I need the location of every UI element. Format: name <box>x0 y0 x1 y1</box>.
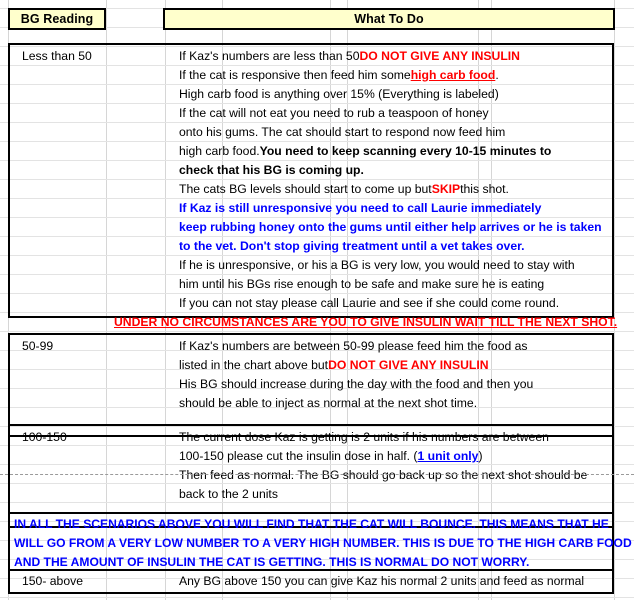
instruction-line <box>179 294 559 313</box>
instruction-line <box>179 485 278 504</box>
text-run: . <box>495 68 499 82</box>
text-run: The cats BG levels should start to come up but <box>179 182 432 196</box>
text-run: If Kaz's numbers are between 50-99 please feed him the food as <box>179 339 528 353</box>
text-run: DO NOT GIVE ANY INSULIN <box>359 49 520 63</box>
text-run: onto his gums. The cat should start to respond now feed him <box>179 125 506 139</box>
text-run: High carb food is anything over 15% (Everything is labeled) <box>179 87 499 101</box>
text-run: DO NOT GIVE ANY INSULIN <box>328 358 489 372</box>
instruction-line <box>179 356 489 375</box>
bounce-note-text: WILL GO FROM A VERY LOW NUMBER TO A VERY HIGH NUMBER. THIS IS DUE TO THE HIGH CARB FOOD <box>14 536 632 550</box>
text-run: 150- above <box>22 574 83 588</box>
instruction-line <box>179 572 584 591</box>
bounce-note-line <box>14 515 609 534</box>
section-less-than-50[interactable] <box>8 43 618 329</box>
instruction-line <box>179 123 505 142</box>
text-run: ) <box>478 449 483 463</box>
instruction-line <box>179 337 528 356</box>
row-label-150-above <box>22 572 83 591</box>
instruction-line <box>179 428 549 447</box>
text-run: Less than 50 <box>22 49 92 63</box>
column-header-bg-reading: BG Reading <box>8 8 106 30</box>
instruction-line <box>179 237 525 256</box>
text-run: If the cat will not eat you need to rub a teaspoon of honey <box>179 106 489 120</box>
text-run: If you can not stay please call Laurie and see if she could come round. <box>179 296 560 310</box>
text-run: check that his BG is coming up. <box>179 163 364 177</box>
text-run: You need to keep scanning every 10-15 minutes to <box>259 144 552 158</box>
text-run: back to the 2 units <box>179 487 278 501</box>
bounce-note-text: IN ALL THE SCENARIOS ABOVE YOU WILL FIND THAT THE CAT WILL BOUNCE. THIS MEANS THAT HE <box>14 517 609 531</box>
text-run: 100-150 please cut the insulin dose in half. ( <box>179 449 418 463</box>
text-run: to the vet. Don't stop giving treatment until a vet takes over. <box>179 239 525 253</box>
row-label-less-than-50 <box>22 47 92 66</box>
instruction-line <box>179 199 541 218</box>
column-header-what-to-do: What To Do <box>163 8 615 30</box>
row-label-50-99 <box>22 337 53 356</box>
section-150-above[interactable] <box>8 569 614 594</box>
grid-column-line <box>614 0 615 600</box>
text-run: 100-150 <box>22 430 67 444</box>
section-50-99[interactable] <box>8 333 614 437</box>
text-run: Any BG above 150 you can give Kaz his normal 2 units and feed as normal <box>179 574 585 588</box>
text-run: If the cat is responsive then feed him some <box>179 68 411 82</box>
instruction-line <box>179 66 499 85</box>
text-run: If Kaz's numbers are less than 50 <box>179 49 360 63</box>
instruction-line <box>179 104 489 123</box>
text-run: The current dose Kaz is getting is 2 units if his numbers are between <box>179 430 549 444</box>
text-run: If Kaz is still unresponsive you need to call Laurie immediately <box>179 201 542 215</box>
instruction-line <box>179 47 520 66</box>
instruction-line <box>179 394 477 413</box>
critical-warning-text: UNDER NO CIRCUMSTANCES ARE YOU TO GIVE INSULIN WAIT TILL THE NEXT SHOT. <box>114 315 618 329</box>
bounce-note-text: AND THE AMOUNT OF INSULIN THE CAT IS GETTING. THIS IS NORMAL DO NOT WORRY. <box>14 555 530 569</box>
text-run: keep rubbing honey onto the gums until either help arrives or he is taken <box>179 220 602 234</box>
text-run: should be able to inject as normal at the next shot time. <box>179 396 478 410</box>
instruction-line <box>179 275 544 294</box>
text-run: him until his BGs rise enough to be safe and make sure he is eating <box>179 277 545 291</box>
instruction-line <box>179 142 551 161</box>
text-run: 50-99 <box>22 339 54 353</box>
grid-row-line <box>0 597 634 598</box>
text-run: high carb food <box>410 68 496 82</box>
text-run: 1 unit only <box>417 449 479 463</box>
instruction-line <box>179 218 602 237</box>
instruction-line <box>179 180 509 199</box>
instruction-line <box>179 466 587 485</box>
row-label-100-150 <box>22 428 67 447</box>
section-bounce-note[interactable] <box>8 512 632 571</box>
bounce-note-line <box>14 534 632 553</box>
page-break-line <box>0 474 634 475</box>
text-run: If he is unresponsive, or his a BG is very low, you would need to stay with <box>179 258 575 272</box>
instruction-line <box>179 375 533 394</box>
critical-warning-line <box>114 313 617 332</box>
instruction-line <box>179 85 499 104</box>
text-run: Then feed as normal. The BG should go back up so the next shot should be <box>179 468 588 482</box>
instruction-line <box>179 161 364 180</box>
text-run: His BG should increase during the day with the food and then you <box>179 377 534 391</box>
instruction-line <box>179 447 483 466</box>
instruction-line <box>179 256 575 275</box>
text-run: this shot. <box>460 182 509 196</box>
text-run: listed in the chart above but <box>179 358 329 372</box>
text-run: SKIP <box>431 182 461 196</box>
text-run: high carb food. <box>179 144 260 158</box>
